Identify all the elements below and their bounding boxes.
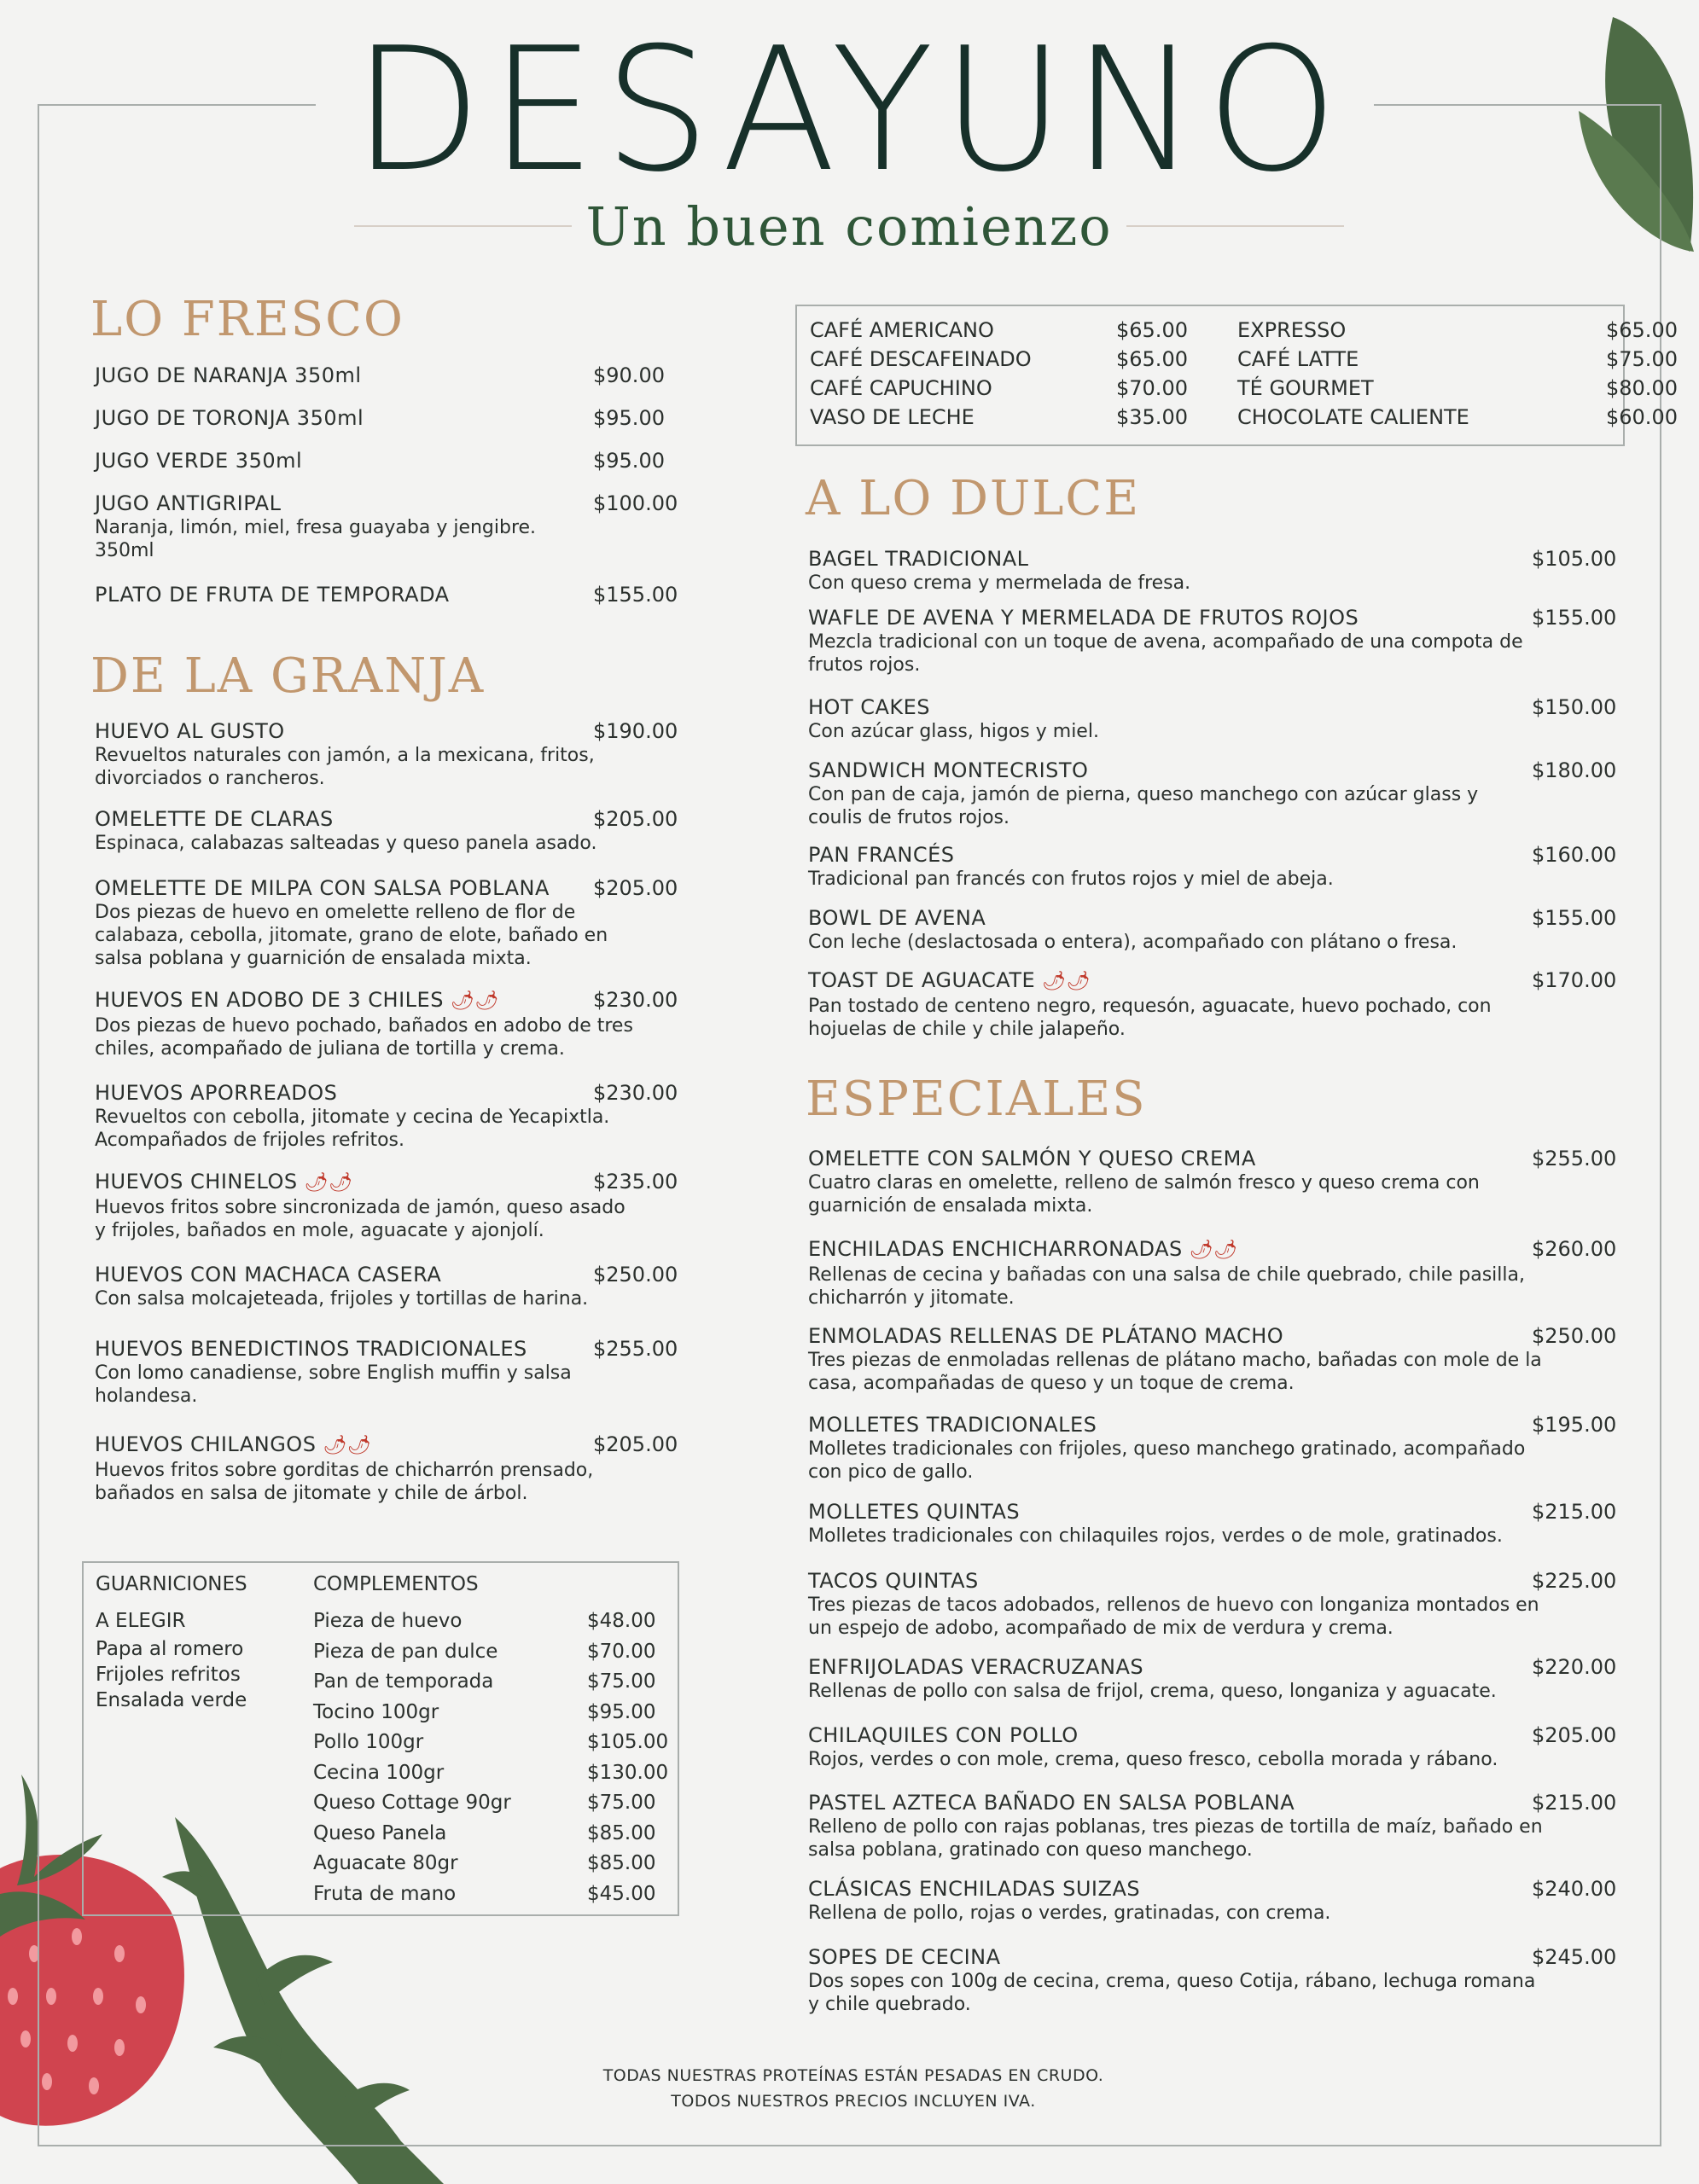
item-name (808, 1876, 1551, 1902)
drink-price: $65.00 (1606, 318, 1678, 342)
item-name-text: BOWL DE AVENA (808, 906, 986, 930)
menu-item (808, 1944, 1617, 2016)
item-description: Cuatro claras en omelette, relleno de salmón fresco y queso crema con guarnición de ensalada mixta. (808, 1172, 1480, 1217)
menu-item (808, 842, 1617, 891)
item-name-text: TACOS QUINTAS (808, 1569, 979, 1593)
item-name-text: SANDWICH MONTECRISTO (808, 758, 1089, 782)
item-name (95, 448, 573, 473)
section-title-especiales: ESPECIALES (806, 1072, 1147, 1127)
item-price: $255.00 (1532, 1147, 1617, 1170)
complemento-name: Pieza de pan dulce (313, 1640, 498, 1663)
item-name (808, 1790, 1551, 1815)
item-name (95, 405, 573, 431)
menu-item (95, 1432, 678, 1505)
item-name (808, 605, 1533, 630)
item-name (808, 1323, 1551, 1349)
item-name-text: WAFLE DE AVENA Y MERMELADA DE FRUTOS ROJOS (808, 606, 1359, 630)
complemento-name: Pollo 100gr (313, 1731, 424, 1753)
item-price: $90.00 (593, 363, 665, 387)
subtitle-rule-right (1126, 225, 1344, 227)
complemento-name: Fruta de mano (313, 1882, 457, 1905)
drink-price: $35.00 (1116, 405, 1188, 429)
drink-price: $65.00 (1116, 318, 1188, 342)
menu-item (808, 1654, 1617, 1703)
item-description: Huevos fritos sobre sincronizada de jamón, queso asado y frijoles, bañados en mole, aguacate y ajonjolí. (95, 1197, 625, 1241)
menu-item (95, 875, 678, 970)
item-price: $170.00 (1532, 968, 1617, 992)
complemento-name: Cecina 100gr (313, 1761, 445, 1784)
item-price: $220.00 (1532, 1655, 1617, 1679)
item-price: $195.00 (1532, 1413, 1617, 1437)
item-name-text: ENMOLADAS RELLENAS DE PLÁTANO MACHO (808, 1324, 1284, 1348)
drink-name: CAFÉ AMERICANO (810, 318, 994, 342)
complemento-price: $85.00 (587, 1852, 656, 1874)
complementos-title: COMPLEMENTOS (313, 1573, 479, 1595)
section-title-dulce: A LO DULCE (806, 471, 1141, 526)
item-price: $255.00 (593, 1337, 678, 1361)
item-description: Revueltos con cebolla, jitomate y cecina de Yecapixtla. Acompañados de frijoles refritos. (95, 1107, 610, 1151)
guarnicion-item: Frijoles refritos (96, 1664, 241, 1686)
item-name-text: PASTEL AZTECA BAÑADO EN SALSA POBLANA (808, 1791, 1295, 1815)
menu-item (95, 582, 678, 607)
item-description: Revueltos naturales con jamón, a la mexicana, fritos, divorciados o rancheros. (95, 745, 595, 789)
item-price: $230.00 (593, 1081, 678, 1105)
drink-price: $75.00 (1606, 347, 1678, 371)
footer-note-1: TODAS NUESTRAS PROTEÍNAS ESTÁN PESADAS EN CRUDO. (602, 2066, 1104, 2085)
section-title-granja: DE LA GRANJA (90, 648, 486, 704)
menu-item (808, 967, 1617, 1041)
item-name (95, 491, 573, 516)
complemento-name: Queso Cottage 90gr (313, 1792, 511, 1814)
item-price: $160.00 (1532, 843, 1617, 867)
page-subtitle: Un buen comienzo (585, 195, 1113, 258)
item-price: $215.00 (1532, 1500, 1617, 1524)
item-name (808, 842, 1533, 868)
item-name (95, 1432, 641, 1459)
menu-item (95, 1336, 678, 1408)
chili-pepper-icon: 🌶🌶 (450, 990, 499, 1012)
item-price: $205.00 (593, 876, 678, 900)
item-name (95, 1336, 641, 1362)
menu-item (808, 1499, 1617, 1548)
item-price: $250.00 (1532, 1324, 1617, 1348)
item-name (808, 1146, 1551, 1171)
complemento-price: $75.00 (587, 1670, 656, 1693)
item-name-text: OMELETTE DE CLARAS (95, 807, 334, 831)
subtitle-row (354, 196, 1344, 256)
complemento-price: $85.00 (587, 1821, 656, 1844)
item-name (95, 1169, 641, 1196)
item-name-text: JUGO VERDE 350ml (95, 449, 303, 473)
item-name (95, 1262, 641, 1287)
item-name (808, 1568, 1551, 1594)
menu-item (808, 1412, 1617, 1484)
item-description: Molletes tradicionales con chilaquiles rojos, verdes o de mole, gratinados. (808, 1525, 1503, 1547)
drink-name: CHOCOLATE CALIENTE (1237, 405, 1469, 429)
item-price: $205.00 (593, 1432, 678, 1456)
item-description: Tres piezas de enmoladas rellenas de plátano macho, bañadas con mole de la casa, acompañadas de queso y un toque de crema. (808, 1350, 1542, 1394)
item-name-text: PAN FRANCÉS (808, 843, 955, 867)
menu-item (808, 1790, 1617, 1862)
item-name-text: CLÁSICAS ENCHILADAS SUIZAS (808, 1877, 1141, 1901)
item-description: Tres piezas de tacos adobados, rellenos de huevo con longaniza montados en un espejo de adobo, acompañado de mix de verdura y crema. (808, 1594, 1539, 1639)
complemento-price: $70.00 (587, 1640, 656, 1663)
item-price: $240.00 (1532, 1877, 1617, 1901)
item-name-text: JUGO DE TORONJA 350ml (95, 406, 364, 430)
guarniciones-title: GUARNICIONES (96, 1573, 247, 1595)
drink-price: $70.00 (1116, 376, 1188, 400)
drink-name: VASO DE LECHE (810, 405, 975, 429)
item-price: $100.00 (593, 491, 678, 515)
item-description: Relleno de pollo con rajas poblanas, tres piezas de tortilla de maíz, bañado en salsa poblana, gratinado con queso manchego. (808, 1816, 1543, 1861)
menu-item (95, 1169, 678, 1242)
item-name-text: MOLLETES QUINTAS (808, 1500, 1021, 1524)
menu-item (808, 1722, 1617, 1771)
item-name-text: BAGEL TRADICIONAL (808, 547, 1029, 571)
item-description: Con leche (deslactosada o entera), acompañado con plátano o fresa. (808, 932, 1458, 953)
item-description: Mezcla tradicional con un toque de avena, acompañado de una compota de frutos rojos. (808, 631, 1523, 676)
item-name-text: OMELETTE DE MILPA CON SALSA POBLANA (95, 876, 550, 900)
item-name (808, 1499, 1551, 1525)
item-price: $250.00 (593, 1263, 678, 1287)
drink-price: $60.00 (1606, 405, 1678, 429)
item-name (808, 1236, 1551, 1263)
menu-item (808, 694, 1617, 743)
item-name (95, 582, 573, 607)
item-price: $180.00 (1532, 758, 1617, 782)
drink-name: CAFÉ CAPUCHINO (810, 376, 992, 400)
item-name-text: HUEVO AL GUSTO (95, 719, 285, 743)
item-description: Con lomo canadiense, sobre English muffin y salsa holandesa. (95, 1362, 572, 1407)
drink-name: TÉ GOURMET (1237, 376, 1374, 400)
item-name-text: TOAST DE AGUACATE (808, 968, 1036, 992)
item-price: $235.00 (593, 1170, 678, 1194)
drink-name: CAFÉ LATTE (1237, 347, 1359, 371)
item-name-text: MOLLETES TRADICIONALES (808, 1413, 1097, 1437)
item-name-text: HUEVOS CON MACHACA CASERA (95, 1263, 442, 1287)
item-price: $105.00 (1532, 547, 1617, 571)
menu-item (808, 1236, 1617, 1310)
item-name (95, 718, 641, 744)
item-price: $155.00 (593, 583, 678, 607)
menu-item (95, 491, 678, 562)
complemento-price: $130.00 (587, 1761, 669, 1784)
item-name (808, 905, 1533, 931)
item-description: Con azúcar glass, higos y miel. (808, 721, 1099, 742)
chili-pepper-icon: 🌶🌶 (304, 1172, 353, 1194)
complemento-price: $45.00 (587, 1882, 656, 1905)
item-name (95, 987, 641, 1014)
item-name-text: OMELETTE CON SALMÓN Y QUESO CREMA (808, 1147, 1256, 1170)
item-name-text: JUGO ANTIGRIPAL (95, 491, 282, 515)
menu-item (95, 806, 678, 855)
footer-note-2: TODOS NUESTROS PRECIOS INCLUYEN IVA. (671, 2092, 1036, 2111)
menu-item (95, 987, 678, 1060)
menu-item (95, 1080, 678, 1152)
item-name (808, 1654, 1551, 1680)
menu-item (808, 1876, 1617, 1925)
item-name-text: PLATO DE FRUTA DE TEMPORADA (95, 583, 450, 607)
item-description: Molletes tradicionales con frijoles, queso manchego gratinado, acompañado con pico de gallo. (808, 1438, 1526, 1483)
menu-item (95, 363, 665, 388)
item-name (808, 758, 1533, 783)
item-name-text: HUEVOS EN ADOBO DE 3 CHILES (95, 988, 444, 1012)
item-description: Rellenas de cecina y bañadas con una salsa de chile quebrado, chile pasilla, chicharrón y jitomate. (808, 1264, 1525, 1309)
menu-item (95, 405, 665, 431)
menu-item (808, 1323, 1617, 1395)
item-price: $230.00 (593, 988, 678, 1012)
complemento-price: $48.00 (587, 1610, 656, 1632)
menu-item (95, 1262, 678, 1310)
item-price: $260.00 (1532, 1237, 1617, 1261)
menu-item (808, 758, 1617, 829)
complemento-name: Queso Panela (313, 1821, 447, 1844)
subtitle-rule-left (354, 225, 572, 227)
menu-item (808, 905, 1617, 954)
section-title-fresco: LO FRESCO (90, 292, 404, 347)
item-description: Con salsa molcajeteada, frijoles y tortillas de harina. (95, 1288, 589, 1310)
item-description: Rellenas de pollo con salsa de frijol, crema, queso, longaniza y aguacate. (808, 1681, 1497, 1702)
item-description: Rellena de pollo, rojas o verdes, gratinadas, con crema. (808, 1902, 1331, 1924)
item-name-text: HUEVOS CHILANGOS (95, 1432, 317, 1456)
item-name-text: CHILAQUILES CON POLLO (808, 1723, 1079, 1747)
item-name-text: ENCHILADAS ENCHICHARRONADAS (808, 1237, 1183, 1261)
item-description: Huevos fritos sobre gorditas de chicharrón prensado, bañados en salsa de jitomate y chile de árbol. (95, 1460, 594, 1504)
drink-price: $65.00 (1116, 347, 1188, 371)
menu-item (95, 448, 665, 473)
guarnicion-item: Papa al romero (96, 1638, 244, 1660)
item-description: Pan tostado de centeno negro, requesón, aguacate, huevo pochado, con hojuelas de chile y chile jalapeño. (808, 996, 1492, 1040)
item-name (808, 1944, 1551, 1970)
item-price: $150.00 (1532, 695, 1617, 719)
drink-name: EXPRESSO (1237, 318, 1347, 342)
item-price: $95.00 (593, 449, 665, 473)
complemento-name: Aguacate 80gr (313, 1852, 458, 1874)
item-name-text: ENFRIJOLADAS VERACRUZANAS (808, 1655, 1144, 1679)
chili-pepper-icon: 🌶🌶 (323, 1435, 372, 1456)
item-name-text: SOPES DE CECINA (808, 1945, 1001, 1969)
complemento-name: Pieza de huevo (313, 1610, 463, 1632)
item-price: $245.00 (1532, 1945, 1617, 1969)
menu-item (95, 718, 678, 790)
item-price: $205.00 (593, 807, 678, 831)
item-name (808, 546, 1533, 572)
item-description: Con queso crema y mermelada de fresa. (808, 572, 1191, 594)
item-description: Dos piezas de huevo en omelette relleno de flor de calabaza, cebolla, jitomate, grano de elote, bañado en salsa poblana y guarnición de ensalada mixta. (95, 902, 608, 969)
chili-pepper-icon: 🌶🌶 (1189, 1240, 1238, 1261)
item-description: Dos sopes con 100g de cecina, crema, queso Cotija, rábano, lechuga romana y chile quebrado. (808, 1971, 1536, 2015)
drink-price: $80.00 (1606, 376, 1678, 400)
item-description: Espinaca, calabazas salteadas y queso panela asado. (95, 833, 597, 854)
item-price: $215.00 (1532, 1791, 1617, 1815)
page-title: DESAYUNO (352, 11, 1347, 210)
item-description: Dos piezas de huevo pochado, bañados en adobo de tres chiles, acompañado de juliana de tortilla y crema. (95, 1015, 633, 1060)
complemento-name: Pan de temporada (313, 1670, 494, 1693)
complemento-price: $75.00 (587, 1792, 656, 1814)
complemento-name: Tocino 100gr (313, 1700, 439, 1723)
menu-item (808, 546, 1617, 595)
item-name-text: HOT CAKES (808, 695, 931, 719)
item-name (808, 1412, 1551, 1438)
item-name-text: HUEVOS BENEDICTINOS TRADICIONALES (95, 1337, 527, 1361)
item-description: Tradicional pan francés con frutos rojos y miel de abeja. (808, 868, 1334, 890)
menu-item (808, 1568, 1617, 1640)
menu-item (808, 1146, 1617, 1217)
item-description: Rojos, verdes o con mole, crema, queso fresco, cebolla morada y rábano. (808, 1749, 1498, 1770)
guarnicion-item: Ensalada verde (96, 1689, 247, 1711)
item-name (95, 875, 641, 901)
menu-item (808, 605, 1617, 677)
item-price: $95.00 (593, 406, 665, 430)
item-price: $225.00 (1532, 1569, 1617, 1593)
item-name (95, 363, 573, 388)
item-name (95, 1080, 641, 1106)
item-price: $155.00 (1532, 906, 1617, 930)
item-price: $205.00 (1532, 1723, 1617, 1747)
item-name (808, 967, 1533, 995)
item-description: Con pan de caja, jamón de pierna, queso manchego con azúcar glass y coulis de frutos rojos. (808, 784, 1479, 828)
item-name (808, 694, 1533, 720)
item-name (95, 806, 641, 832)
complemento-price: $95.00 (587, 1700, 656, 1723)
chili-pepper-icon: 🌶🌶 (1042, 971, 1091, 992)
item-name (808, 1722, 1551, 1748)
item-price: $155.00 (1532, 606, 1617, 630)
complemento-price: $105.00 (587, 1731, 669, 1753)
drink-name: CAFÉ DESCAFEINADO (810, 347, 1032, 371)
item-description: Naranja, limón, miel, fresa guayaba y jengibre. 350ml (95, 517, 537, 561)
item-price: $190.00 (593, 719, 678, 743)
item-name-text: JUGO DE NARANJA 350ml (95, 363, 362, 387)
item-name-text: HUEVOS CHINELOS (95, 1170, 298, 1194)
a-elegir-label: A ELEGIR (96, 1610, 186, 1632)
item-name-text: HUEVOS APORREADOS (95, 1081, 338, 1105)
